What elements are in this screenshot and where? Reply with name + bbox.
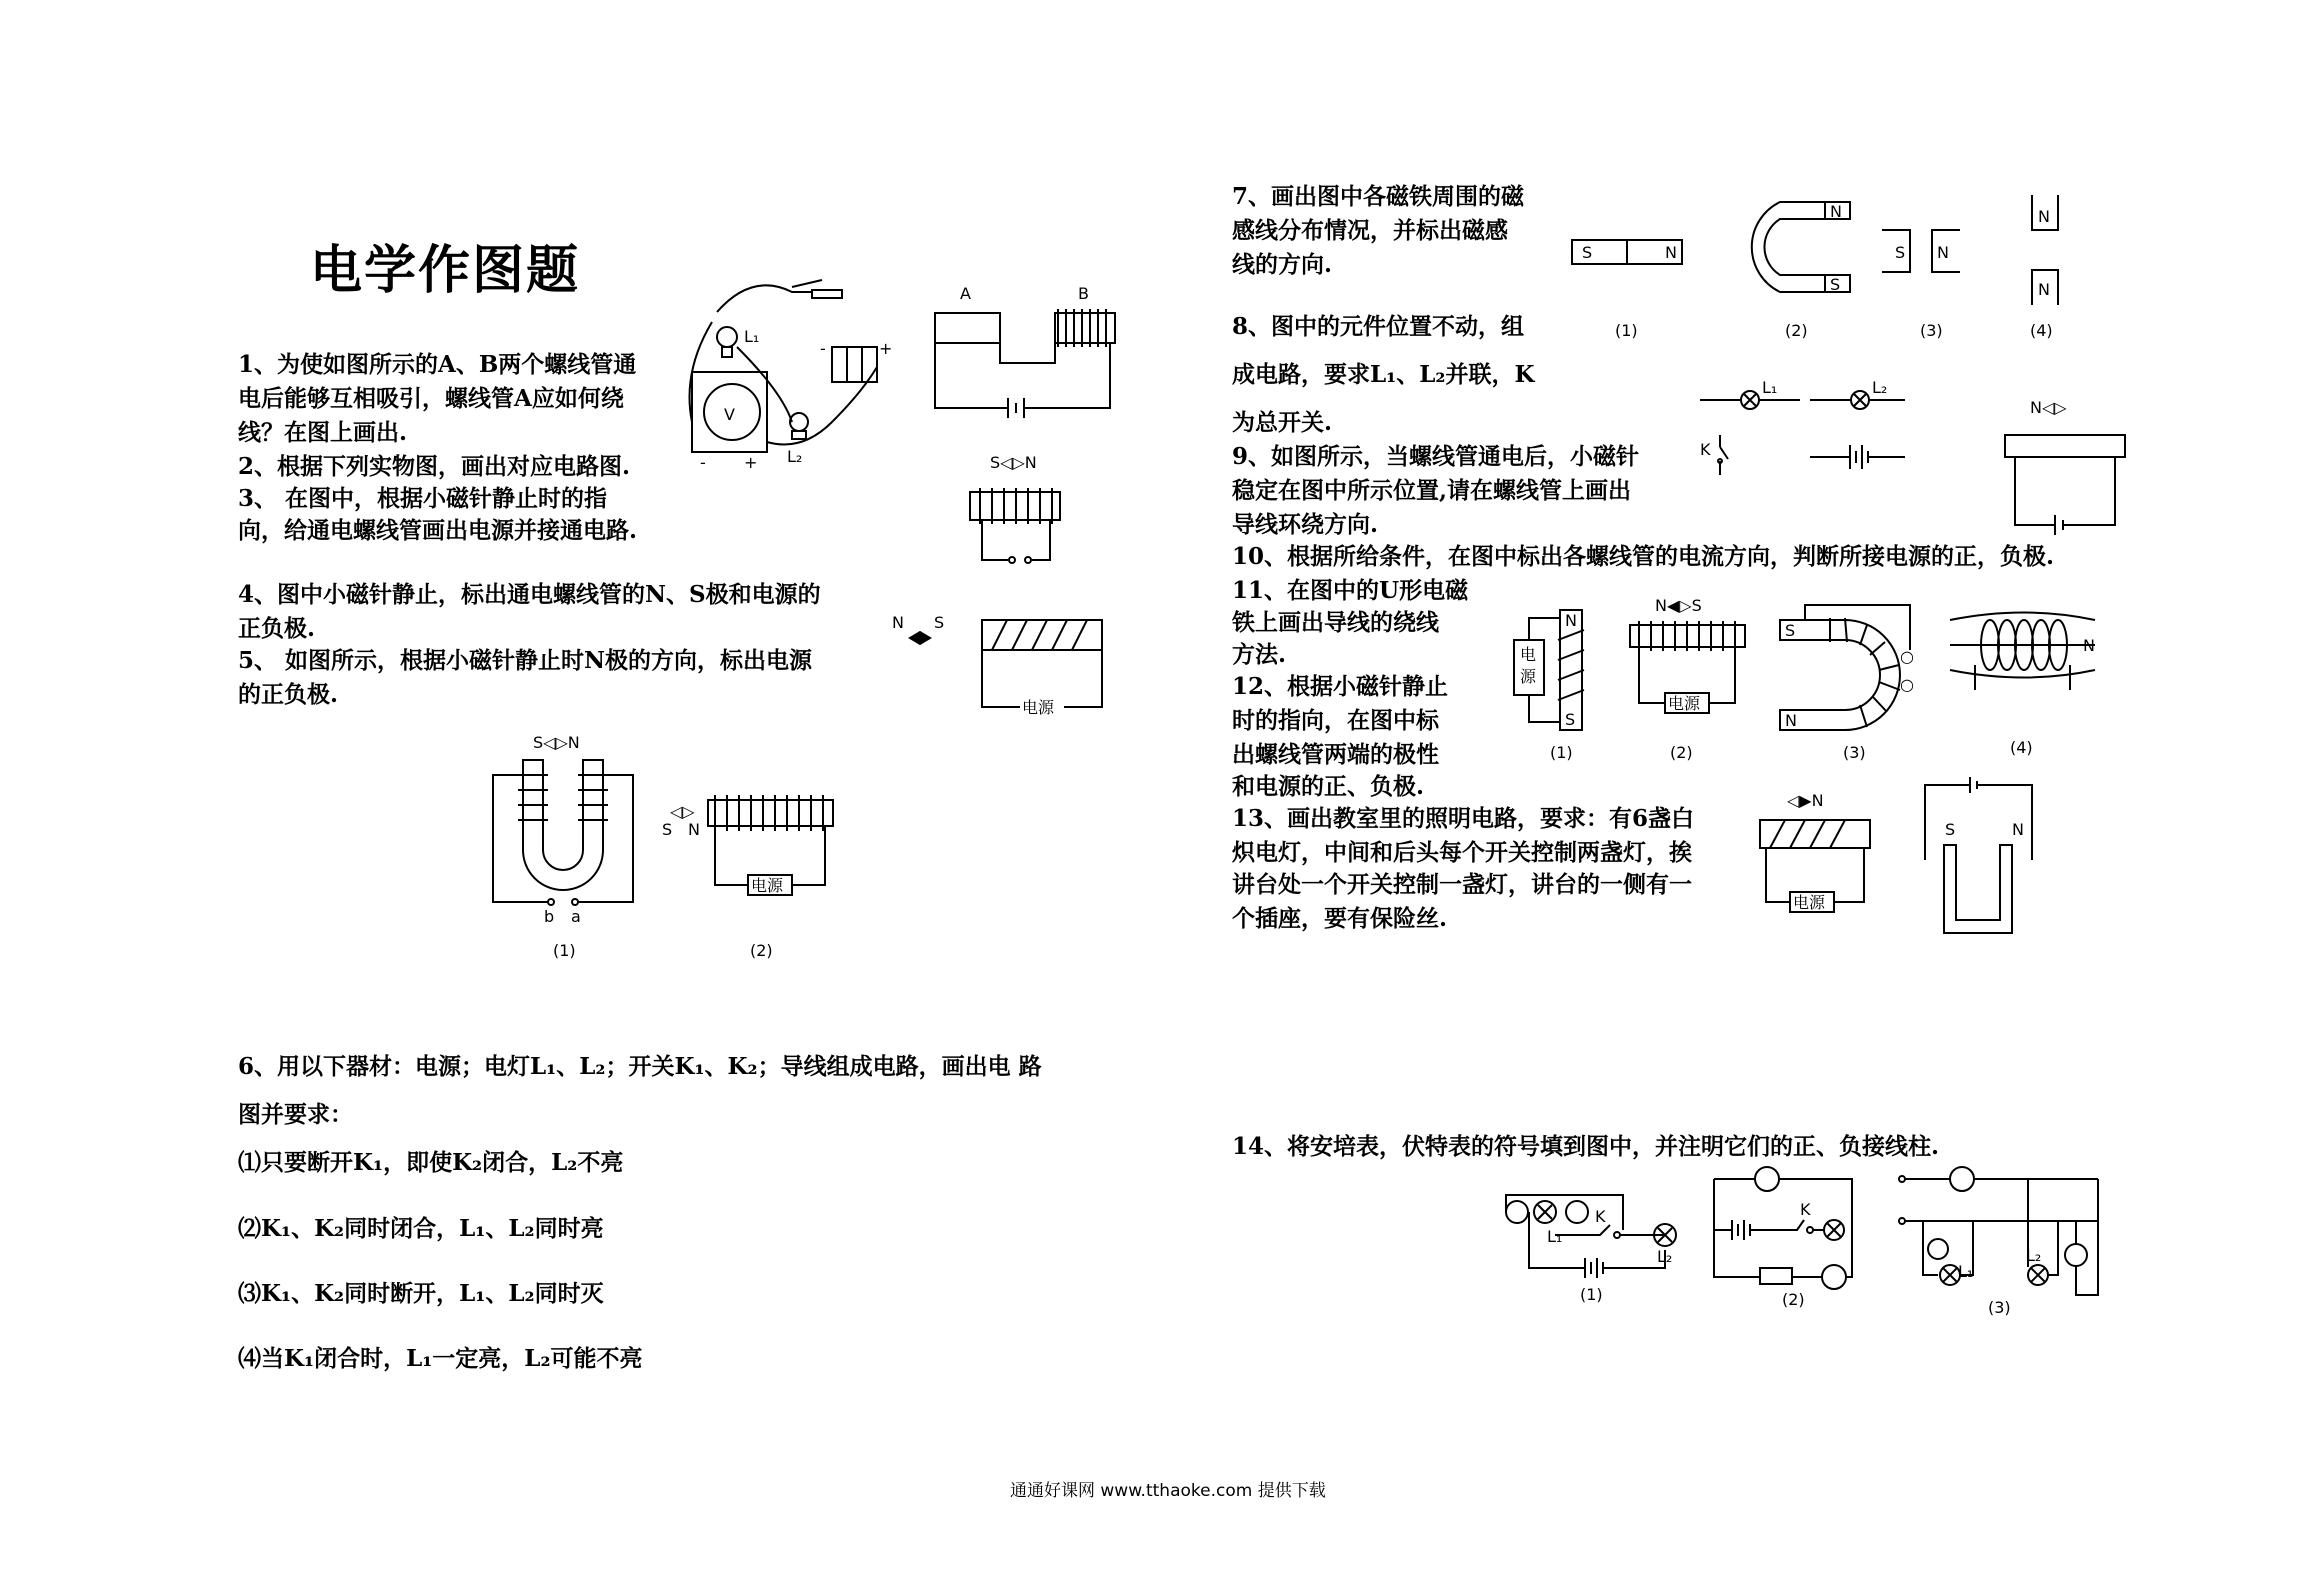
q14-k: K <box>1595 1207 1606 1226</box>
q8-line3: 为总开关. <box>1232 409 1333 436</box>
q8-l2: L₂ <box>1872 378 1888 397</box>
svg-text:N◁▷: N◁▷ <box>2030 398 2067 417</box>
q12-s: S <box>1945 820 1956 839</box>
q10-power2: 电源 <box>1668 694 1701 713</box>
umagnet-n: N <box>1830 202 1842 221</box>
svg-text:N: N <box>892 613 904 632</box>
q13-line1: 13、画出教室里的照明电路，要求：有6盏白 <box>1232 805 1695 832</box>
q1-solenoids-figure <box>930 283 1120 423</box>
q6-req1: ⑴只要断开K₁，即使K₂闭合，L₂不亮 <box>238 1149 624 1176</box>
q3-line1: 3、 在图中，根据小磁针静止时的指 <box>238 485 608 512</box>
q7-num-3: (3) <box>1920 321 1943 340</box>
q4-compass-figure <box>892 610 952 650</box>
q8-components-figure <box>1700 375 1960 485</box>
magnet3-n: N <box>1937 243 1949 262</box>
fig-num-1: (1) <box>553 941 576 960</box>
q7-line2: 感线分布情况，并标出磁感 <box>1232 217 1508 244</box>
svg-text:-: - <box>820 339 826 358</box>
q12-power: 电源 <box>1793 893 1826 912</box>
q7-line3: 线的方向. <box>1232 251 1333 278</box>
q11-line3: 方法. <box>1232 641 1287 668</box>
coil-b <box>1058 309 1106 347</box>
q10-num-1: (1) <box>1550 743 1573 762</box>
label-l1: L₁ <box>744 327 760 346</box>
q10-num-3: (3) <box>1843 743 1866 762</box>
q10-3-n: N <box>1785 711 1797 730</box>
q6-req4: ⑷当K₁闭合时，L₁一定亮，L₂可能不亮 <box>238 1345 643 1372</box>
q8-line1: 8、图中的元件位置不动，组 <box>1232 313 1525 340</box>
q5-line1: 5、 如图所示，根据小磁针静止时N极的方向，标出电源 <box>238 647 813 674</box>
q8-k: K <box>1700 440 1711 459</box>
svg-text:◁▶N: ◁▶N <box>1787 791 1824 810</box>
magnet3-s: S <box>1895 243 1906 262</box>
q10-power-top: 电 <box>1520 645 1537 664</box>
q13-line4: 个插座，要有保险丝. <box>1232 905 1448 932</box>
svg-text:+: + <box>744 453 758 472</box>
q14-num-3: (3) <box>1988 1298 2011 1317</box>
footer-text: 通通好课网 www.tthaoke.com 提供下载 <box>1010 1481 1326 1501</box>
q10-fig1 <box>1510 600 1605 765</box>
svg-text:N: N <box>688 820 700 839</box>
svg-text:S◁▷N: S◁▷N <box>533 733 580 752</box>
q14-l1: L₁ <box>1547 1227 1563 1246</box>
q14-3-l1: L₁ <box>1958 1262 1974 1281</box>
q7-line1: 7、画出图中各磁铁周围的磁 <box>1232 183 1525 210</box>
q7-magnets-figure <box>1570 190 2090 345</box>
bulb-l1-icon <box>717 327 737 347</box>
q6-req2: ⑵K₁、K₂同时闭合，L₁、L₂同时亮 <box>238 1215 604 1242</box>
q14-fig2 <box>1712 1165 1882 1310</box>
magnet1-n: N <box>1665 243 1677 262</box>
q14-fig3 <box>1898 1165 2103 1315</box>
q7-num-1: (1) <box>1615 321 1638 340</box>
svg-text:+: + <box>879 339 893 358</box>
page-title: 电学作图题 <box>310 240 581 301</box>
q1-line3: 线？在图上画出. <box>238 419 408 446</box>
q14-fig1 <box>1505 1180 1695 1310</box>
q12-solenoid-figure <box>1752 790 1882 930</box>
q10-4-n: N <box>2083 636 2095 655</box>
q10-num-4: (4) <box>2010 738 2033 757</box>
svg-text:S◁▷N: S◁▷N <box>990 453 1037 472</box>
q4-line2: 正负极. <box>238 615 316 642</box>
q4-line1: 4、图中小磁针静止，标出通电螺线管的N、S极和电源的 <box>238 581 821 608</box>
q10-text: 10、根据所给条件，在图中标出各螺线管的电流方向，判断所接电源的正，负极. <box>1232 543 2055 570</box>
bulb-l2-icon <box>790 413 808 431</box>
q3-solenoid-figure <box>970 450 1080 570</box>
svg-text:◁▷: ◁▷ <box>670 802 695 821</box>
q10-fig4 <box>1945 605 2105 765</box>
q2-text: 2、根据下列实物图，画出对应电路图. <box>238 453 631 480</box>
svg-text:N◀▷S: N◀▷S <box>1655 596 1702 615</box>
svg-text:S: S <box>934 613 945 632</box>
label-l2: L₂ <box>787 447 803 466</box>
magnet4-n: N <box>2038 207 2050 226</box>
power-label: 电源 <box>1022 698 1055 717</box>
q6-line2: 图并要求： <box>238 1101 353 1128</box>
q12-line1: 12、根据小磁针静止 <box>1232 673 1449 700</box>
q6-req3: ⑶K₁、K₂同时断开，L₁、L₂同时灭 <box>238 1280 604 1307</box>
q14-l2: L₂ <box>1657 1247 1673 1266</box>
svg-text:○: ○ <box>1900 675 1914 694</box>
q11-line2: 铁上画出导线的绕线 <box>1232 609 1439 636</box>
q1-physical-circuit-figure <box>672 272 902 472</box>
magnet1-s: S <box>1582 243 1593 262</box>
q10-fig3 <box>1775 600 1925 765</box>
q10-s: S <box>1565 710 1576 729</box>
q8-line2: 成电路，要求L₁、L₂并联，K <box>1232 361 1535 388</box>
q10-num-2: (2) <box>1670 743 1693 762</box>
q12-line4: 和电源的正、负极. <box>1232 773 1425 800</box>
svg-text:-: - <box>700 453 706 472</box>
label-b: B <box>1078 284 1089 303</box>
q5-solenoid-figure <box>972 615 1112 725</box>
q8-l1: L₁ <box>1762 378 1778 397</box>
q1-line2: 电后能够互相吸引，螺线管A应如何绕 <box>238 385 624 412</box>
umagnet-s: S <box>1830 275 1841 294</box>
q12-umagnet-figure <box>1920 775 2045 940</box>
magnet4-n2: N <box>2038 280 2050 299</box>
q5-line2: 的正负极. <box>238 681 339 708</box>
q7-num-2: (2) <box>1785 321 1808 340</box>
q6-line1: 6、用以下器材：电源；电灯L₁、L₂；开关K₁、K₂；导线组成电路，画出电 路 <box>238 1053 1042 1080</box>
label-b-terminal: b <box>544 907 555 926</box>
label-a: A <box>960 284 971 303</box>
q10-n: N <box>1565 611 1577 630</box>
power-label-2: 电源 <box>751 876 784 895</box>
q14-num-2: (2) <box>1782 1290 1805 1309</box>
q9-line2: 稳定在图中所示位置,请在螺线管上画出 <box>1232 477 1632 504</box>
q12-n: N <box>2012 820 2024 839</box>
q10-3-s: S <box>1785 621 1796 640</box>
q10-power-bottom: 源 <box>1520 667 1537 686</box>
solenoid-power-figure <box>660 795 850 960</box>
q12-line2: 时的指向，在图中标 <box>1232 707 1439 734</box>
u-electromagnet-figure <box>488 730 638 960</box>
q14-2-k: K <box>1800 1200 1811 1219</box>
fig-num-2: (2) <box>750 941 773 960</box>
q14-3-l2: L₂ <box>2026 1246 2042 1265</box>
q7-num-4: (4) <box>2030 321 2053 340</box>
q10-fig2 <box>1625 595 1750 765</box>
q13-line3: 讲台处一个开关控制一盏灯，讲台的一侧有一 <box>1232 871 1692 898</box>
svg-text:V: V <box>724 405 735 424</box>
q3-line2: 向，给通电螺线管画出电源并接通电路. <box>238 517 638 544</box>
label-a-terminal: a <box>571 907 581 926</box>
q9-solenoid-figure <box>2000 395 2135 535</box>
svg-text:○: ○ <box>1900 647 1914 666</box>
q14-num-1: (1) <box>1580 1285 1603 1304</box>
q9-line3: 导线环绕方向. <box>1232 511 1379 538</box>
q1-line1: 1、为使如图所示的A、B两个螺线管通 <box>238 351 637 378</box>
q12-line3: 出螺线管两端的极性 <box>1232 741 1439 768</box>
q13-line2: 炽电灯，中间和后头每个开关控制两盏灯，挨 <box>1232 839 1692 866</box>
svg-text:S: S <box>662 820 673 839</box>
q9-line1: 9、如图所示，当螺线管通电后，小磁针 <box>1232 443 1640 470</box>
q11-line1: 11、在图中的U形电磁 <box>1232 577 1469 604</box>
q14-text: 14、将安培表，伏特表的符号填到图中，并注明它们的正、负接线柱. <box>1232 1133 1940 1160</box>
